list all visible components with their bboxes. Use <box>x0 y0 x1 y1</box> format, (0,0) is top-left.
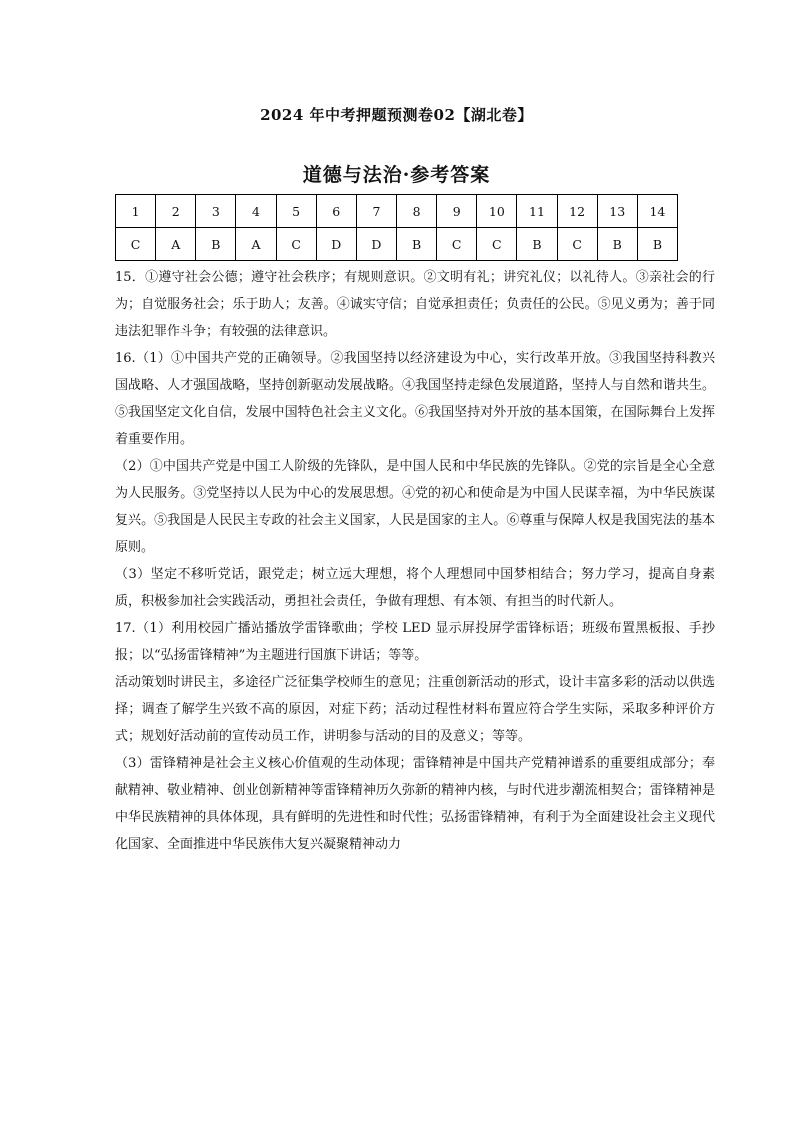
answer-cell: A <box>156 228 196 261</box>
answer-16-part-1: 16.（1）①中国共产党的正确领导。②我国坚持以经济建设为中心，实行改革开放。③我国坚持科教兴国战略、人才强国战略，坚持创新驱动发展战略。④我国坚持走绿色发展道路，坚持人与自然和谐共生。⑤我国坚定文化自信，发展中国特色社会主义文化。⑥我国坚持对外开放的基本国策，在国际舞台上发挥着重要作用。 <box>115 351 715 447</box>
question-number-cell: 2 <box>156 195 196 228</box>
answer-cell: D <box>316 228 356 261</box>
question-number-cell: 8 <box>396 195 436 228</box>
question-number-cell: 6 <box>316 195 356 228</box>
answer-17-part-3: （3）雷锋精神是社会主义核心价值观的生动体现；雷锋精神是中国共产党精神谱系的重要组成部分；奉献精神、敬业精神、创业创新精神等雷锋精神历久弥新的精神内核，与时代进步潮流相契合；雷锋精神是中华民族精神的具体体现，具有鲜明的先进性和时代性；弘扬雷锋精神，有利于为全面建设社会主义现代化国家、全面推进中华民族伟大复兴凝聚精神动力 <box>115 756 715 852</box>
answer-cell: B <box>597 228 637 261</box>
answer-cell: B <box>637 228 677 261</box>
answer-cell: A <box>236 228 276 261</box>
answer-cell: C <box>557 228 597 261</box>
answer-17-part-2: 活动策划时讲民主，多途径广泛征集学校师生的意见；注重创新活动的形式，设计丰富多彩的活动以供选择；调查了解学生兴致不高的原因，对症下药；活动过程性材料布置应符合学生实际，采取多种评价方式；规划好活动前的宣传动员工作，讲明参与活动的目的及意义；等等。 <box>115 675 715 744</box>
question-number-cell: 4 <box>236 195 276 228</box>
answer-cell: D <box>356 228 396 261</box>
answer-cell: C <box>116 228 156 261</box>
answer-17-part-1: 17.（1）利用校园广播站播放学雷锋歌曲；学校 LED 显示屏投屏学雷锋标语；班级布置黑板报、手抄报；以“弘扬雷锋精神”为主题进行国旗下讲话；等等。 <box>115 621 715 663</box>
question-number-cell: 3 <box>196 195 236 228</box>
question-number-cell: 9 <box>437 195 477 228</box>
answer-cell: C <box>276 228 316 261</box>
answer-cell: C <box>437 228 477 261</box>
question-number-cell: 13 <box>597 195 637 228</box>
answer-cell: C <box>477 228 517 261</box>
answer-explanations <box>115 264 715 858</box>
question-number-cell: 7 <box>356 195 396 228</box>
question-number-cell: 14 <box>637 195 677 228</box>
answer-cell: B <box>396 228 436 261</box>
question-number-cell: 11 <box>517 195 557 228</box>
answer-table-answer-row <box>116 228 678 261</box>
answer-table <box>115 194 678 261</box>
answer-16-part-2: （2）①中国共产党是中国工人阶级的先锋队，是中国人民和中华民族的先锋队。②党的宗旨是全心全意为人民服务。③党坚持以人民为中心的发展思想。④党的初心和使命是为中国人民谋幸福，为中华民族谋复兴。⑤我国是人民民主专政的社会主义国家，人民是国家的主人。⑥尊重与保障人权是我国宪法的基本原则。 <box>115 459 715 555</box>
question-number-cell: 5 <box>276 195 316 228</box>
answer-cell: B <box>517 228 557 261</box>
question-number-cell: 1 <box>116 195 156 228</box>
question-number-cell: 10 <box>477 195 517 228</box>
answer-table-number-row <box>116 195 678 228</box>
answer-cell: B <box>196 228 236 261</box>
subject-title: 道德与法治·参考答案 <box>302 164 491 186</box>
page-title: 2024 年中考押题预测卷02【湖北卷】 <box>260 106 533 124</box>
question-number-cell: 12 <box>557 195 597 228</box>
answer-16-part-3: （3）坚定不移听党话，跟党走；树立远大理想，将个人理想同中国梦相结合；努力学习，提高自身素质，积极参加社会实践活动，勇担社会责任，争做有理想、有本领、有担当的时代新人。 <box>115 567 715 609</box>
answer-15: 15．①遵守社会公德；遵守社会秩序；有规则意识。②文明有礼；讲究礼仪；以礼待人。③亲社会的行为；自觉服务社会；乐于助人；友善。④诚实守信；自觉承担责任；负责任的公民。⑤见义勇为；善于同违法犯罪作斗争；有较强的法律意识。 <box>115 270 715 339</box>
